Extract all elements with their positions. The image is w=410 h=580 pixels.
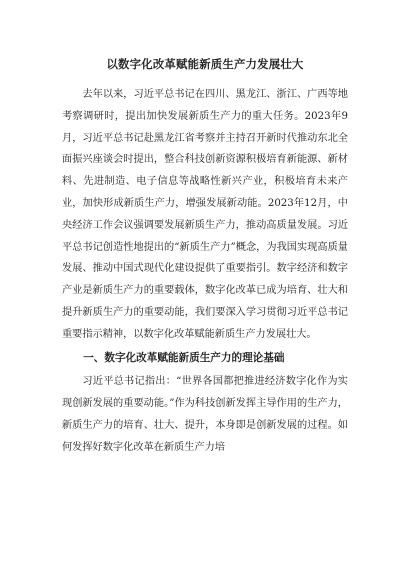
body-paragraph: 去年以来，习近平总书记在四川、黑龙江、浙江、广西等地考察调研时，提出加快发展新质生产力的重大任务。2023年9月，习近平总书记赴黑龙江省考察并主持召开新时代推动东北全面振兴座谈会时提出，整合科技创新资源积极培育新能源、新材料、先进制造、电子信息等战略性新兴产业，积极培育未来产业，加快形成新质生产力，增强发展新动能。2023年12月，中央经济工作会议强调要发展新质生产力，推动高质量发展。习近平总书记创造性地提出的“新质生产力”概念，为我国实现高质量发展、推动中国式现代化建设提供了重要指引。数字经济和数字产业是新质生产力的重要载体，数字化改革已成为培育、壮大和提升新质生产力的重要动能，我们要深入学习贯彻习近平总书记重要指示精神，以数字化改革赋能新质生产力发展壮大。	[62, 89, 348, 340]
document-title: 以数字化改革赋能新质生产力发展壮大	[106, 57, 304, 71]
section-paragraph: 习近平总书记指出：“世界各国都把推进经济数字化作为实现创新发展的重要动能。”作为科技创新发挥主导作用的生产力，新质生产力的培育、壮大、提升，本身即是创新发展的过程。如何发挥好数字化改革在新质生产力培	[62, 376, 348, 453]
section-heading: 一、数字化改革赋能新质生产力的理论基础	[83, 351, 285, 364]
